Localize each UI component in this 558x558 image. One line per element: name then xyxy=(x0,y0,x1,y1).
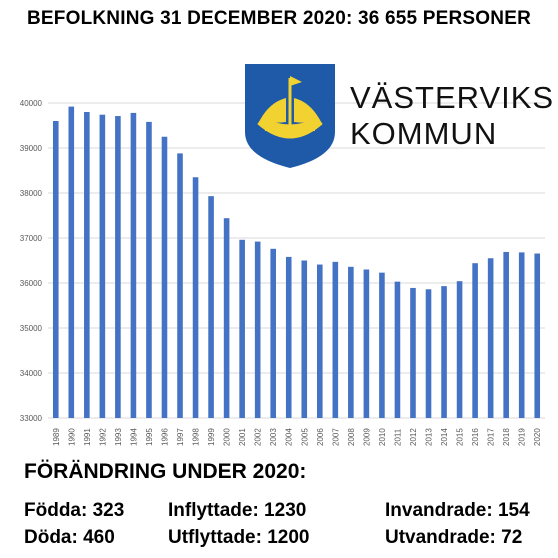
immigrated-stat: Invandrade: 154 xyxy=(385,500,530,521)
bar-2015 xyxy=(457,281,463,418)
x-tick-label: 2008 xyxy=(346,428,356,446)
x-tick-label: 2000 xyxy=(222,428,232,446)
bar-2014 xyxy=(441,286,447,418)
bar-2018 xyxy=(503,252,509,418)
municipality-name xyxy=(350,80,554,152)
bar-2019 xyxy=(519,252,525,418)
bar-2008 xyxy=(348,267,354,418)
bar-2000 xyxy=(224,218,230,418)
x-tick-label: 2009 xyxy=(362,428,372,446)
bar-2005 xyxy=(301,261,307,419)
x-tick-label: 2006 xyxy=(315,428,325,446)
x-tick-label: 2010 xyxy=(377,428,387,446)
y-tick-label: 40000 xyxy=(19,99,42,108)
bar-1993 xyxy=(115,116,121,418)
x-tick-label: 2019 xyxy=(517,428,527,446)
x-tick-label: 2017 xyxy=(486,428,496,446)
headline: BEFOLKNING 31 DECEMBER 2020: 36 655 PERSONER xyxy=(26,8,531,29)
x-tick-label: 2012 xyxy=(408,428,418,446)
bar-1995 xyxy=(146,122,152,418)
bar-2010 xyxy=(379,273,385,418)
x-tick-label: 1995 xyxy=(144,428,154,446)
x-tick-label: 1993 xyxy=(113,428,123,446)
x-tick-label: 2001 xyxy=(238,428,248,446)
bar-1999 xyxy=(208,196,214,418)
bar-1996 xyxy=(162,137,168,418)
emigrated-stat: Utvandrade: 72 xyxy=(385,527,523,548)
x-tick-label: 2016 xyxy=(471,428,481,446)
moved-in-stat: Inflyttade: 1230 xyxy=(168,500,307,521)
y-axis-ticks xyxy=(20,99,43,423)
y-tick-label: 38000 xyxy=(19,189,42,198)
x-tick-label: 1996 xyxy=(160,428,170,446)
deaths-stat: Döda: 460 xyxy=(24,527,115,548)
y-tick-label: 33000 xyxy=(19,414,42,423)
bar-2016 xyxy=(472,263,478,418)
bar-2007 xyxy=(333,262,339,418)
vasterviks-kommun-logo xyxy=(240,62,555,172)
bar-2002 xyxy=(255,242,261,418)
y-tick-label: 36000 xyxy=(19,279,42,288)
bar-2001 xyxy=(239,240,245,418)
x-tick-label: 2018 xyxy=(502,428,512,446)
x-tick-label: 1992 xyxy=(98,428,108,446)
x-tick-label: 2015 xyxy=(455,428,465,446)
bar-1989 xyxy=(53,121,59,418)
bar-2020 xyxy=(534,254,540,418)
births-stat: Födda: 323 xyxy=(24,500,125,521)
x-tick-label: 2002 xyxy=(253,428,263,446)
x-tick-label: 2020 xyxy=(533,428,543,446)
y-tick-label: 37000 xyxy=(19,234,42,243)
bar-1994 xyxy=(131,113,137,418)
changes-heading: FÖRÄNDRING UNDER 2020: xyxy=(24,460,307,483)
bar-1992 xyxy=(100,115,106,418)
x-tick-label: 1997 xyxy=(176,428,186,446)
bar-1990 xyxy=(69,107,75,418)
bar-1991 xyxy=(84,112,90,418)
y-tick-label: 34000 xyxy=(19,369,42,378)
x-tick-label: 1990 xyxy=(67,428,77,446)
bar-2013 xyxy=(426,289,432,418)
bar-1998 xyxy=(193,177,199,418)
x-tick-label: 2007 xyxy=(331,428,341,446)
municipality-name-line1: VÄSTERVIKS xyxy=(350,80,555,115)
x-tick-label: 2011 xyxy=(393,428,403,446)
ship-crest-icon xyxy=(240,62,340,172)
x-tick-label: 1989 xyxy=(51,428,61,446)
bar-2011 xyxy=(395,282,401,418)
y-tick-label: 35000 xyxy=(19,324,42,333)
bar-1997 xyxy=(177,153,183,418)
bar-2003 xyxy=(270,249,276,418)
bar-2006 xyxy=(317,265,323,418)
x-tick-label: 1994 xyxy=(129,428,139,446)
moved-out-stat: Utflyttade: 1200 xyxy=(168,527,310,548)
municipality-name-line2: KOMMUN xyxy=(350,116,498,151)
x-tick-label: 2004 xyxy=(284,428,294,446)
x-tick-label: 2014 xyxy=(440,428,450,446)
y-tick-label: 39000 xyxy=(19,144,42,153)
bar-2017 xyxy=(488,258,494,418)
bar-2012 xyxy=(410,288,416,418)
x-tick-label: 2003 xyxy=(269,428,279,446)
x-axis-ticks xyxy=(52,428,542,446)
bar-2004 xyxy=(286,257,292,418)
x-tick-label: 1999 xyxy=(207,428,217,446)
x-tick-label: 1991 xyxy=(82,428,92,446)
x-tick-label: 1998 xyxy=(191,428,201,446)
bar-2009 xyxy=(364,270,370,419)
x-tick-label: 2013 xyxy=(424,428,434,446)
x-tick-label: 2005 xyxy=(300,428,310,446)
